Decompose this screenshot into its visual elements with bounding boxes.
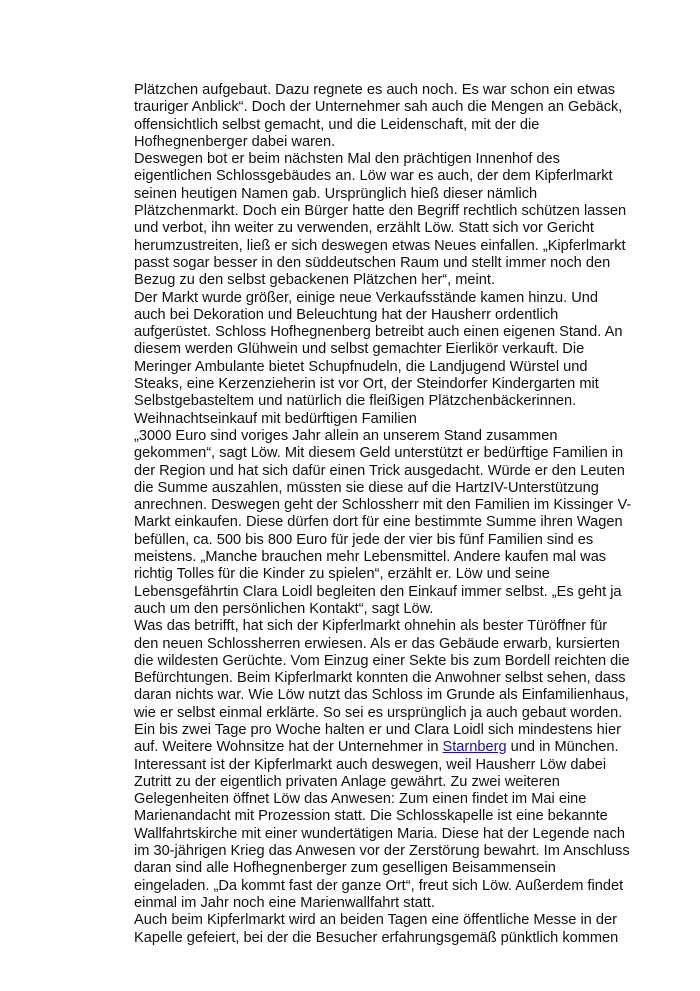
starnberg-link[interactable]: Starnberg bbox=[442, 739, 507, 756]
text-line: Hofhegnenberger dabei waren. bbox=[134, 133, 336, 150]
text-line: die wildesten Gerüchte. Vom Einzug einer Sekte bis zum Bordell reichten die bbox=[134, 652, 630, 669]
text-line: befüllen, ca. 500 bis 800 Euro für jede der vier bis fünf Familien sind es bbox=[134, 531, 594, 548]
text-line: wie er selbst einmal erklärte. So sei es ursprünglich ja auch gebaut worden. bbox=[134, 704, 623, 721]
text-line: Der Markt wurde größer, einige neue Verkaufsstände kamen hinzu. Und bbox=[134, 289, 599, 306]
text-line: Wallfahrtskirche mit einer wundertätigen Maria. Diese hat der Legende nach bbox=[134, 825, 626, 842]
text-line: Steaks, eine Kerzenzieherin ist vor Ort, der Steindorfer Kindergarten mit bbox=[134, 376, 599, 393]
text-line: Deswegen bot er beim nächsten Mal den prächtigen Innenhof des bbox=[134, 151, 560, 168]
text-line: Gelegenheiten öffnet Löw das Anwesen: Zum einen findet im Mai eine bbox=[134, 791, 587, 808]
text-line: die Summe auszahlen, müssten sie diese auf die HartzIV-Unterstützung bbox=[134, 479, 599, 496]
text-line: seinen heutigen Namen gab. Ursprünglich hieß dieser nämlich bbox=[134, 185, 538, 202]
text-line-with-link bbox=[134, 739, 624, 756]
text-line: der Region und hat sich dafür einen Trick ausgedacht. Würde er den Leuten bbox=[134, 462, 625, 479]
text-line: meistens. „Manche brauchen mehr Lebensmittel. Andere kaufen mal was bbox=[134, 549, 607, 566]
text-block-main bbox=[134, 82, 632, 739]
link-line-before: auf. Weitere Wohnsitze hat der Unternehmer in bbox=[134, 739, 443, 756]
text-line: Meringer Ambulante bietet Schupfnudeln, die Landjugend Würstel und bbox=[134, 358, 588, 375]
text-line: Weihnachtseinkauf mit bedürftigen Familien bbox=[134, 410, 417, 427]
text-line: „3000 Euro sind voriges Jahr allein an unserem Stand zusammen bbox=[134, 427, 558, 444]
document-body bbox=[134, 82, 632, 947]
text-line: den neuen Schlossherren erwiesen. Als er das Gebäude erwarb, kursierten bbox=[134, 635, 620, 652]
text-line: daran nichts war. Wie Löw nutzt das Schloss im Grunde als Einfamilienhaus, bbox=[134, 687, 629, 704]
text-line: anrechnen. Deswegen geht der Schlossherr mit den Familien im Kissinger V- bbox=[134, 497, 632, 514]
text-line: herumzustreiten, ließ er sich deswegen etwas Neues einfallen. „Kipferlmarkt bbox=[134, 237, 626, 254]
text-line: Ein bis zwei Tage pro Woche halten er und Clara Loidl sich mindestens hier bbox=[134, 721, 621, 738]
text-line: Was das betrifft, hat sich der Kipferlmarkt ohnehin als bester Türöffner für bbox=[134, 618, 608, 635]
text-line: offensichtlich selbst gemacht, und die Leidenschaft, mit der die bbox=[134, 116, 540, 133]
text-line: Lebensgefährtin Clara Loidl begleiten den Einkauf immer selbst. „Es geht ja bbox=[134, 583, 622, 600]
text-block-end bbox=[134, 756, 630, 947]
text-line: gekommen“, sagt Löw. Mit diesem Geld unterstützt er bedürftige Familien in bbox=[134, 445, 624, 462]
text-line: diesem werden Glühwein und selbst gemachter Eierlikör verkauft. Die bbox=[134, 341, 585, 358]
text-line: eingeladen. „Da kommt fast der ganze Ort“, freut sich Löw. Außerdem findet bbox=[134, 877, 624, 894]
text-line: auch um den persönlichen Kontakt“, sagt Löw. bbox=[134, 600, 434, 617]
text-line: eigentlichen Schlossgebäudes an. Löw war es auch, der dem Kipferlmarkt bbox=[134, 168, 613, 185]
text-line: daran sind alle Hofhegnenberger zum geselligen Beisammensein bbox=[134, 860, 556, 877]
text-line: Bezug zu den selbst gebackenen Plätzchen her“, meint. bbox=[134, 272, 496, 289]
text-line: trauriger Anblick“. Doch der Unternehmer sah auch die Mengen an Gebäck, bbox=[134, 99, 623, 116]
text-line: auch bei Dekoration und Beleuchtung hat der Hausherr ordentlich bbox=[134, 306, 559, 323]
text-line: im 30-jährigen Krieg das Anwesen vor der Zerstörung bewahrt. Im Anschluss bbox=[134, 843, 630, 860]
text-line: Befürchtungen. Beim Kipferlmarkt konnten die Anwohner selbst sehen, dass bbox=[134, 670, 626, 687]
text-line: Marienandacht mit Prozession statt. Die Schlosskapelle ist eine bekannte bbox=[134, 808, 608, 825]
text-line: einmal im Jahr noch eine Marienwallfahrt statt. bbox=[134, 894, 435, 911]
text-line: Selbstgebasteltem und natürlich die fleißigen Plätzchenbäckerinnen. bbox=[134, 393, 577, 410]
text-line: passt sogar besser in den süddeutschen Raum und stellt immer noch den bbox=[134, 254, 611, 271]
text-line: Auch beim Kipferlmarkt wird an beiden Tagen eine öffentliche Messe in der bbox=[134, 912, 617, 929]
text-line: Kapelle gefeiert, bei der die Besucher erfahrungsgemäß pünktlich kommen bbox=[134, 929, 619, 946]
text-line: und verbot, ihn weiter zu verwenden, erzählt Löw. Statt sich vor Gericht bbox=[134, 220, 594, 237]
text-line: richtig Tolles für die Kinder zu spielen“, erzählt er. Löw und seine bbox=[134, 566, 550, 583]
text-line: aufgerüstet. Schloss Hofhegnenberg betreibt auch einen eigenen Stand. An bbox=[134, 324, 623, 341]
text-line: Interessant ist der Kipferlmarkt auch deswegen, weil Hausherr Löw dabei bbox=[134, 756, 607, 773]
link-line-after: und in München. bbox=[506, 739, 619, 756]
text-line: Plätzchenmarkt. Doch ein Bürger hatte den Begriff rechtlich schützen lassen bbox=[134, 203, 627, 220]
text-line: Plätzchen aufgebaut. Dazu regnete es auch noch. Es war schon ein etwas bbox=[134, 82, 616, 98]
text-line: Zutritt zu der eigentlich privaten Anlage gewährt. Zu zwei weiteren bbox=[134, 773, 560, 790]
text-line: Markt einkaufen. Diese dürfen dort für eine bestimmte Summe ihren Wagen bbox=[134, 514, 623, 531]
